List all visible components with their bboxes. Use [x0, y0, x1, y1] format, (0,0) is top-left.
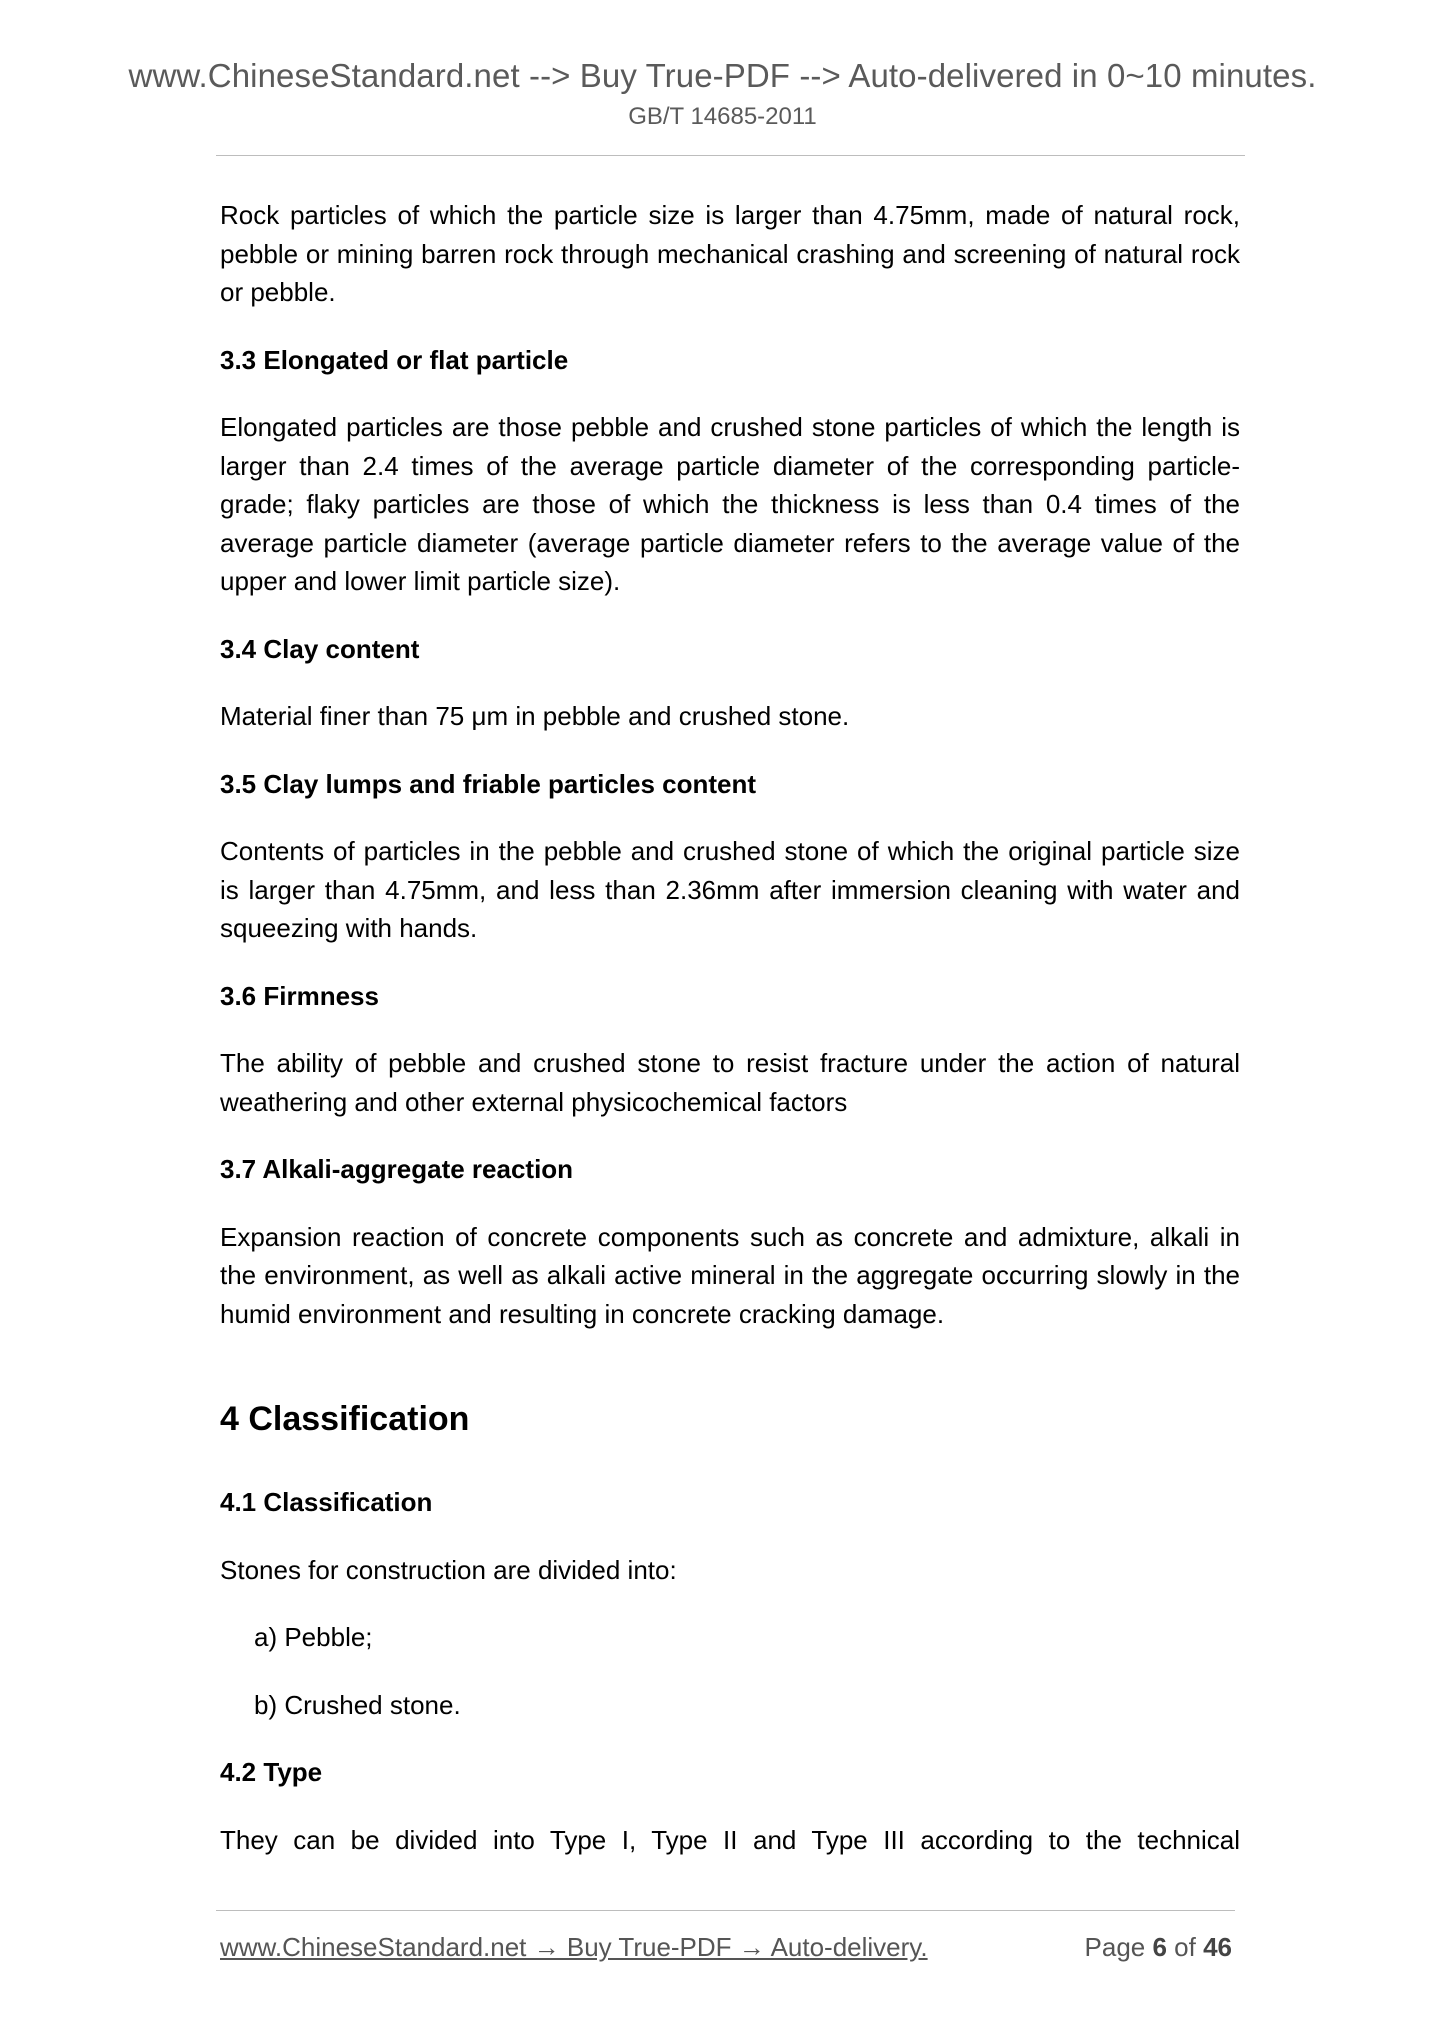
heading-4-classification: 4 Classification [220, 1400, 470, 1438]
heading-3-7: 3.7 Alkali-aggregate reaction [220, 1154, 574, 1184]
header-banner: www.ChineseStandard.net --> Buy True-PDF --> Auto-delivered in 0~10 minutes. [128, 57, 1317, 94]
heading-3-4: 3.4 Clay content [220, 633, 420, 664]
paragraph-4-2: They can be divided into Type I, Type II and Type III according to the technical [220, 1824, 1240, 1855]
paragraph-3-7: Expansion reaction of concrete components such as concrete and admixture, alkali in the environment, as well as alkali active mineral in the aggregate occurring slowly in the humid environment and resulting in concrete cracking damage. [220, 1221, 1240, 1329]
page-indicator [1085, 1930, 1232, 1964]
document-body [220, 196, 1240, 1888]
page-total: 46 [1203, 1932, 1232, 1962]
page-prefix: Page [1084, 1932, 1153, 1962]
list-item: a) Pebble; [254, 1622, 373, 1652]
heading-3-3: 3.3 Elongated or flat particle [220, 344, 569, 375]
standard-number: GB/T 14685-2011 [628, 103, 817, 130]
paragraph-4-1: Stones for construction are divided into: [220, 1554, 677, 1585]
paragraph-3-5: Contents of particles in the pebble and crushed stone of which the original particle size is larger than 4.75mm, and less than 2.36mm after immersion cleaning with water and squeezing with hands. [220, 836, 1240, 943]
heading-4-1: 4.1 Classification [220, 1487, 433, 1517]
heading-3-6: 3.6 Firmness [220, 980, 379, 1011]
paragraph-crushed-stone: Rock particles of which the particle size is larger than 4.75mm, made of natural rock, pebble or mining barren rock through mechanical crashing and screening of natural rock or pebble. [220, 200, 1240, 307]
list-item: b) Crushed stone. [254, 1689, 461, 1720]
paragraph-3-3: Elongated particles are those pebble and crushed stone particles of which the length is larger than 2.4 times of the average particle diameter of the corresponding particle-grade; flaky particles are those of which the thickness is less than 0.4 times of the average particle diameter (average particle diameter refers to the average value of the upper and lower limit particle size). [220, 412, 1240, 596]
page-current: 6 [1152, 1932, 1167, 1962]
footer-divider [216, 1910, 1235, 1911]
header-divider [216, 155, 1245, 156]
page-of: of [1166, 1932, 1204, 1962]
paragraph-3-6: The ability of pebble and crushed stone to resist fracture under the action of natural weathering and other external physicochemical factors [220, 1048, 1240, 1117]
page-header [0, 56, 1445, 132]
footer-link[interactable]: www.ChineseStandard.net → Buy True-PDF → Auto-delivery. [220, 1932, 928, 1962]
heading-3-5: 3.5 Clay lumps and friable particles content [220, 768, 757, 799]
heading-4-2: 4.2 Type [220, 1757, 323, 1787]
paragraph-3-4: Material finer than 75 μm in pebble and crushed stone. [220, 701, 850, 731]
